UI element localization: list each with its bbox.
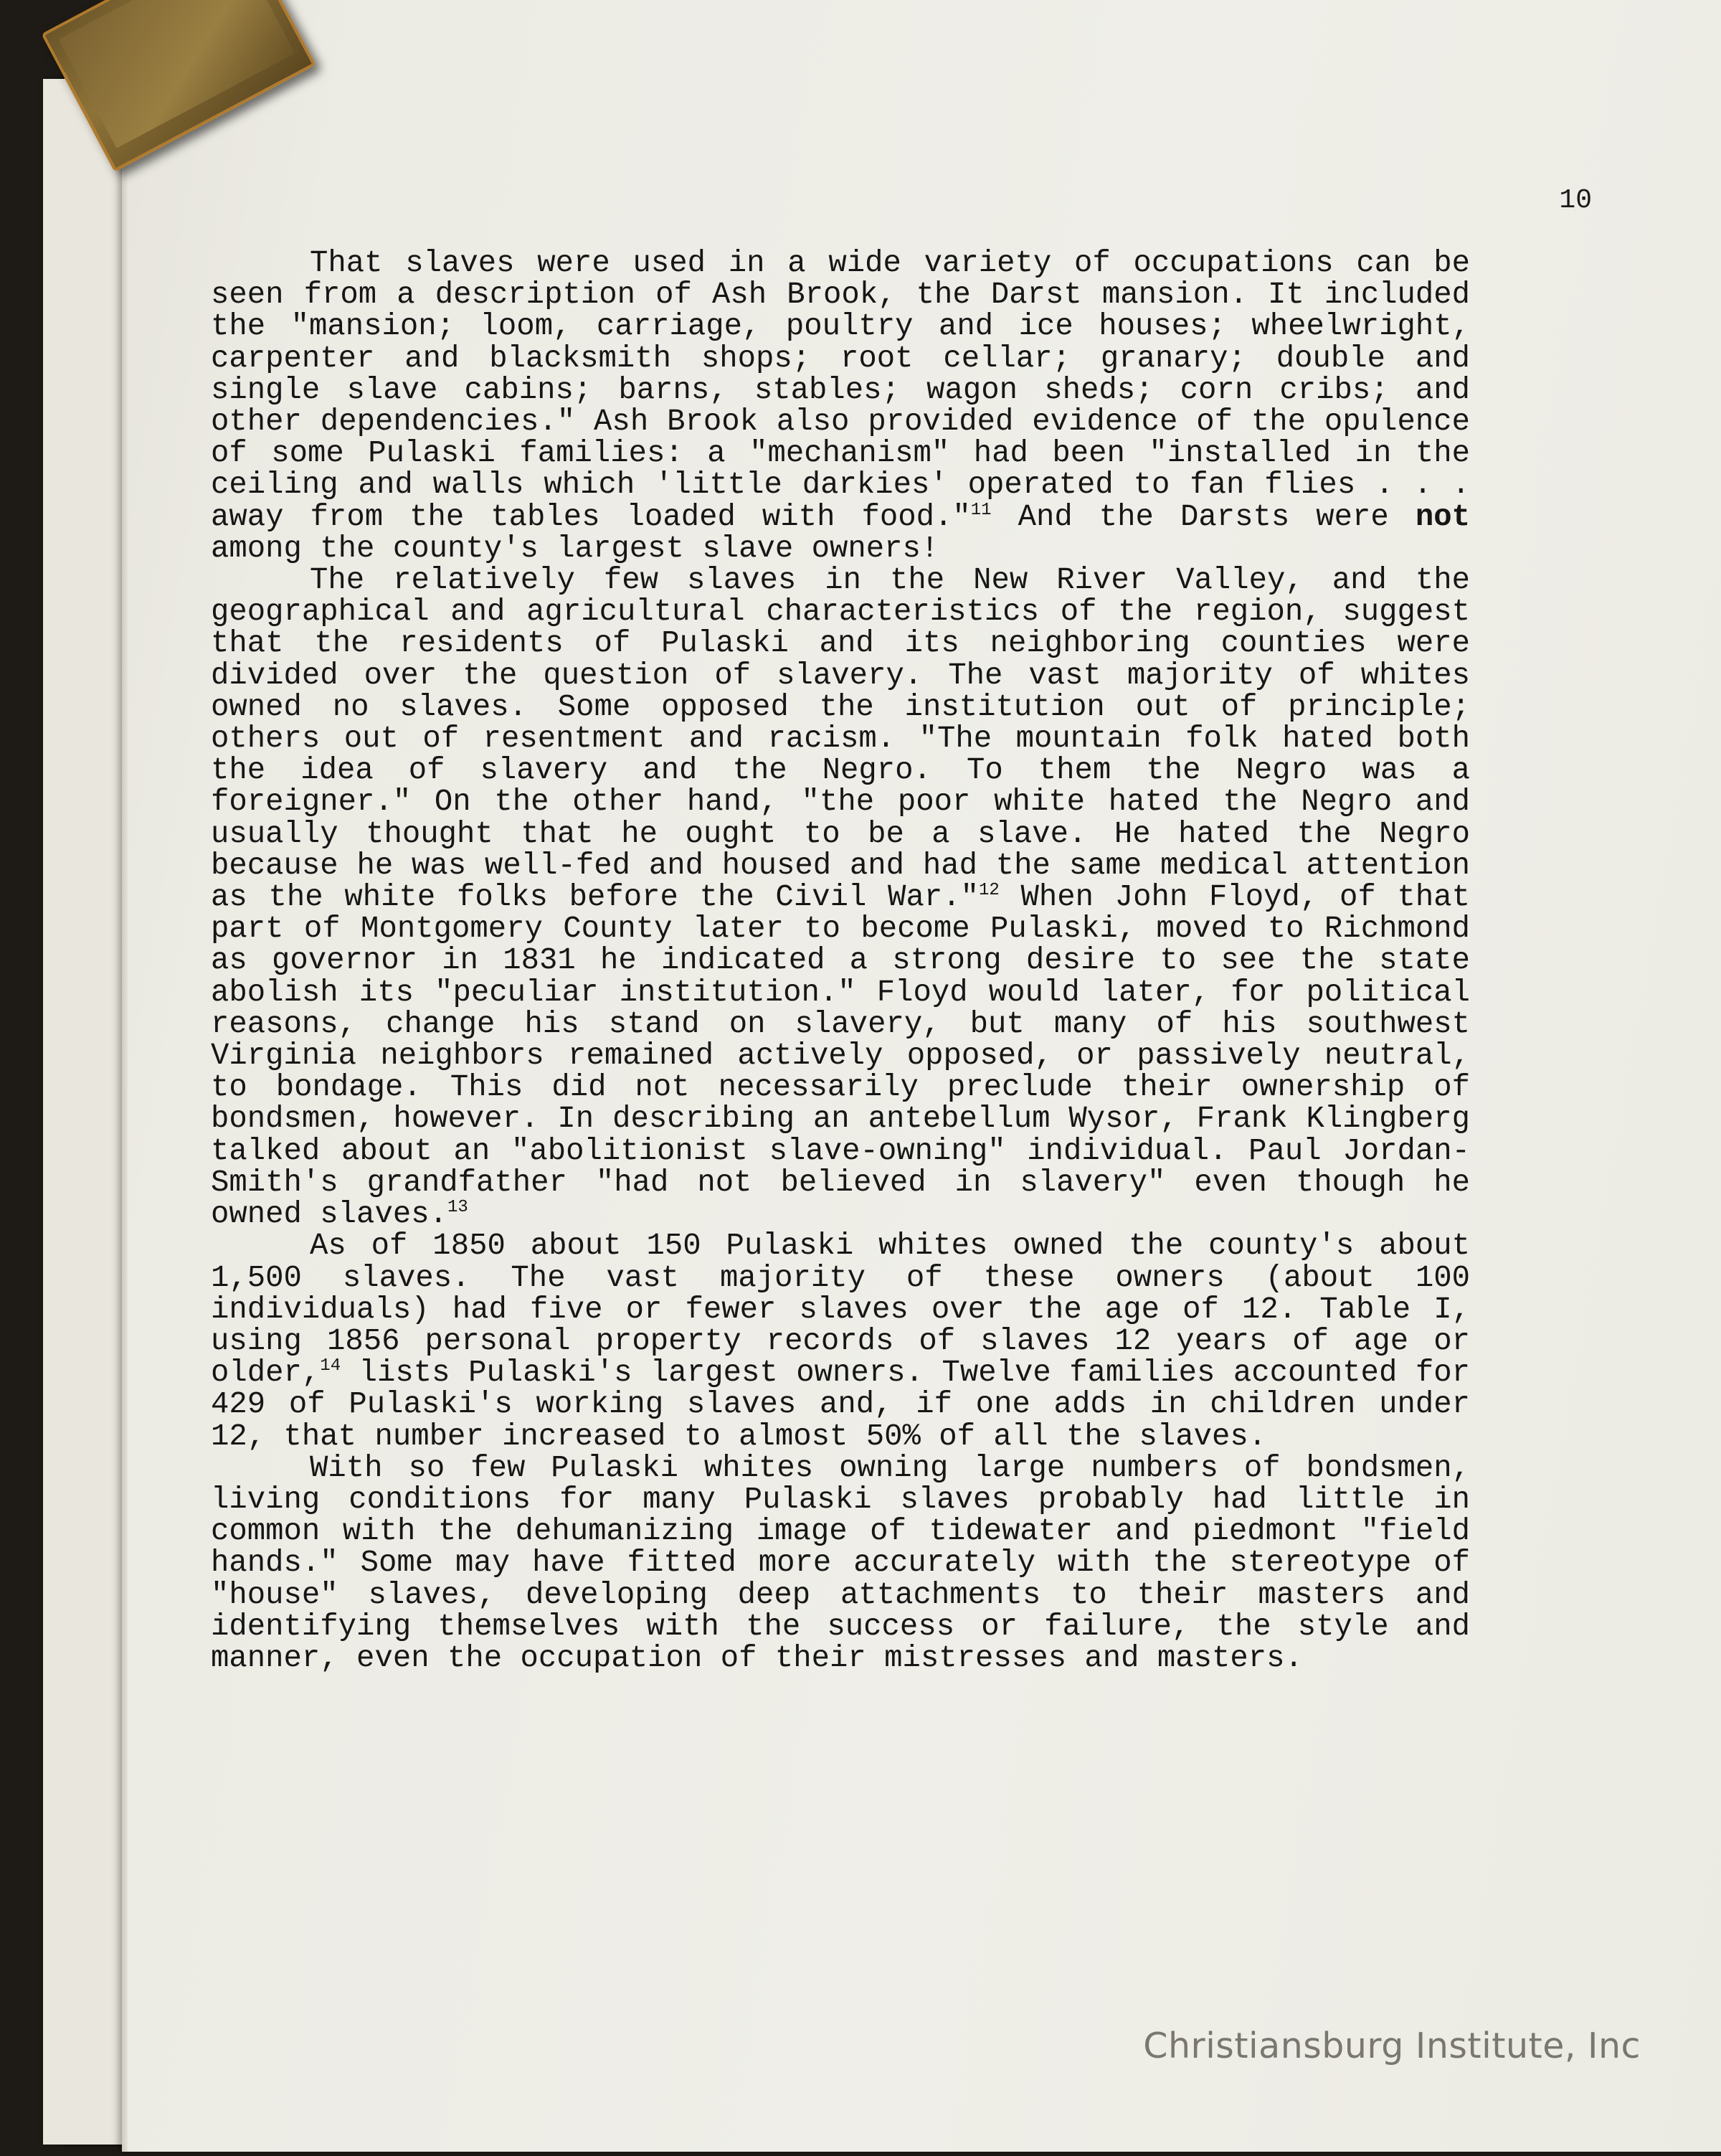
paragraph-text: With so few Pulaski whites owning large numbers of bondsmen, living conditions for many Pulaski slaves probably had little in common with the dehumanizing image of tidewater and piedmont "field hands." Some may have fitted more accurately with the stereotype of "house" slaves, developing deep attachments to their masters and identifying themselves with the success or failure, the style and manner, even the occupation of their mistresses and masters. (211, 1450, 1470, 1675)
emphasis-text: not (1415, 499, 1470, 534)
page-edge (122, 0, 128, 2152)
paragraph-text: As of 1850 about 150 Pulaski whites owned the county's about 1,500 slaves. The vast majority of these owners (about 100 individuals) had five or fewer slaves over the age of 12. Table I, using 1856 personal property records of slaves 12 years of age or older, (211, 1229, 1470, 1391)
paragraph-text: That slaves were used in a wide variety of occupations can be seen from a description of Ash Brook, the Darst mansion. It included the "mansion; loom, carriage, poultry and ice houses; wheelwright, carpenter and blacksmith shops; root cellar; granary; double and single slave cabins; barns, stables; wagon sheds; corn cribs; and other dependencies." Ash Brook also provided evidence of the opulence of some Pulaski families: a "mechanism" had been "installed in the ceiling and walls which 'little darkies' operated to fan flies . . . away from the tables loaded with food." (211, 246, 1470, 534)
page-number: 10 (1559, 185, 1592, 216)
footnote-marker: 14 (320, 1356, 341, 1376)
paragraph-text: And the Darsts were (991, 499, 1416, 534)
footnote-marker: 12 (978, 880, 1000, 900)
footnote-marker: 11 (970, 500, 992, 520)
footnote-marker: 13 (447, 1198, 468, 1217)
paragraph-text: among the county's largest slave owners! (211, 531, 939, 566)
paragraph (211, 564, 1470, 1230)
paragraph-text: When John Floyd, of that part of Montgomery County later to become Pulaski, moved to Richmond as governor in 1831 he indicated a strong desire to see the state abolish its "peculiar institution." Floyd would later, for political reasons, change his stand on slavery, but many of his southwest Virginia neighbors remained actively opposed, or passively neutral, to bondage. This did not necessarily preclude their ownership of bondsmen, however. In describing an antebellum Wysor, Frank Klingberg talked about an "abolitionist slave-owning" individual. Paul Jordan-Smith's grandfather "had not believed in slavery" even though he owned slaves. (211, 880, 1470, 1232)
page-body (211, 247, 1470, 1674)
watermark: Christiansburg Institute, Inc (1143, 2025, 1641, 2066)
paragraph (211, 247, 1470, 564)
paragraph-text: The relatively few slaves in the New River Valley, and the geographical and agricultural characteristics of the region, suggest that the residents of Pulaski and its neighboring counties were divided over the question of slavery. The vast majority of whites owned no slaves. Some opposed the institution out of principle; others out of resentment and racism. "The mountain folk hated both the idea of slavery and the Negro. To them the Negro was a foreigner." On the other hand, "the poor white hated the Negro and usually thought that he ought to be a slave. He hated the Negro because he was well-fed and housed and had the same medical attention as the white folks before the Civil War." (211, 563, 1470, 915)
paragraph (211, 1452, 1470, 1674)
paragraph (211, 1230, 1470, 1452)
paragraph-text: lists Pulaski's largest owners. Twelve families accounted for 429 of Pulaski's working slaves and, if one adds in children under 12, that number increased to almost 50% of all the slaves. (211, 1356, 1470, 1454)
